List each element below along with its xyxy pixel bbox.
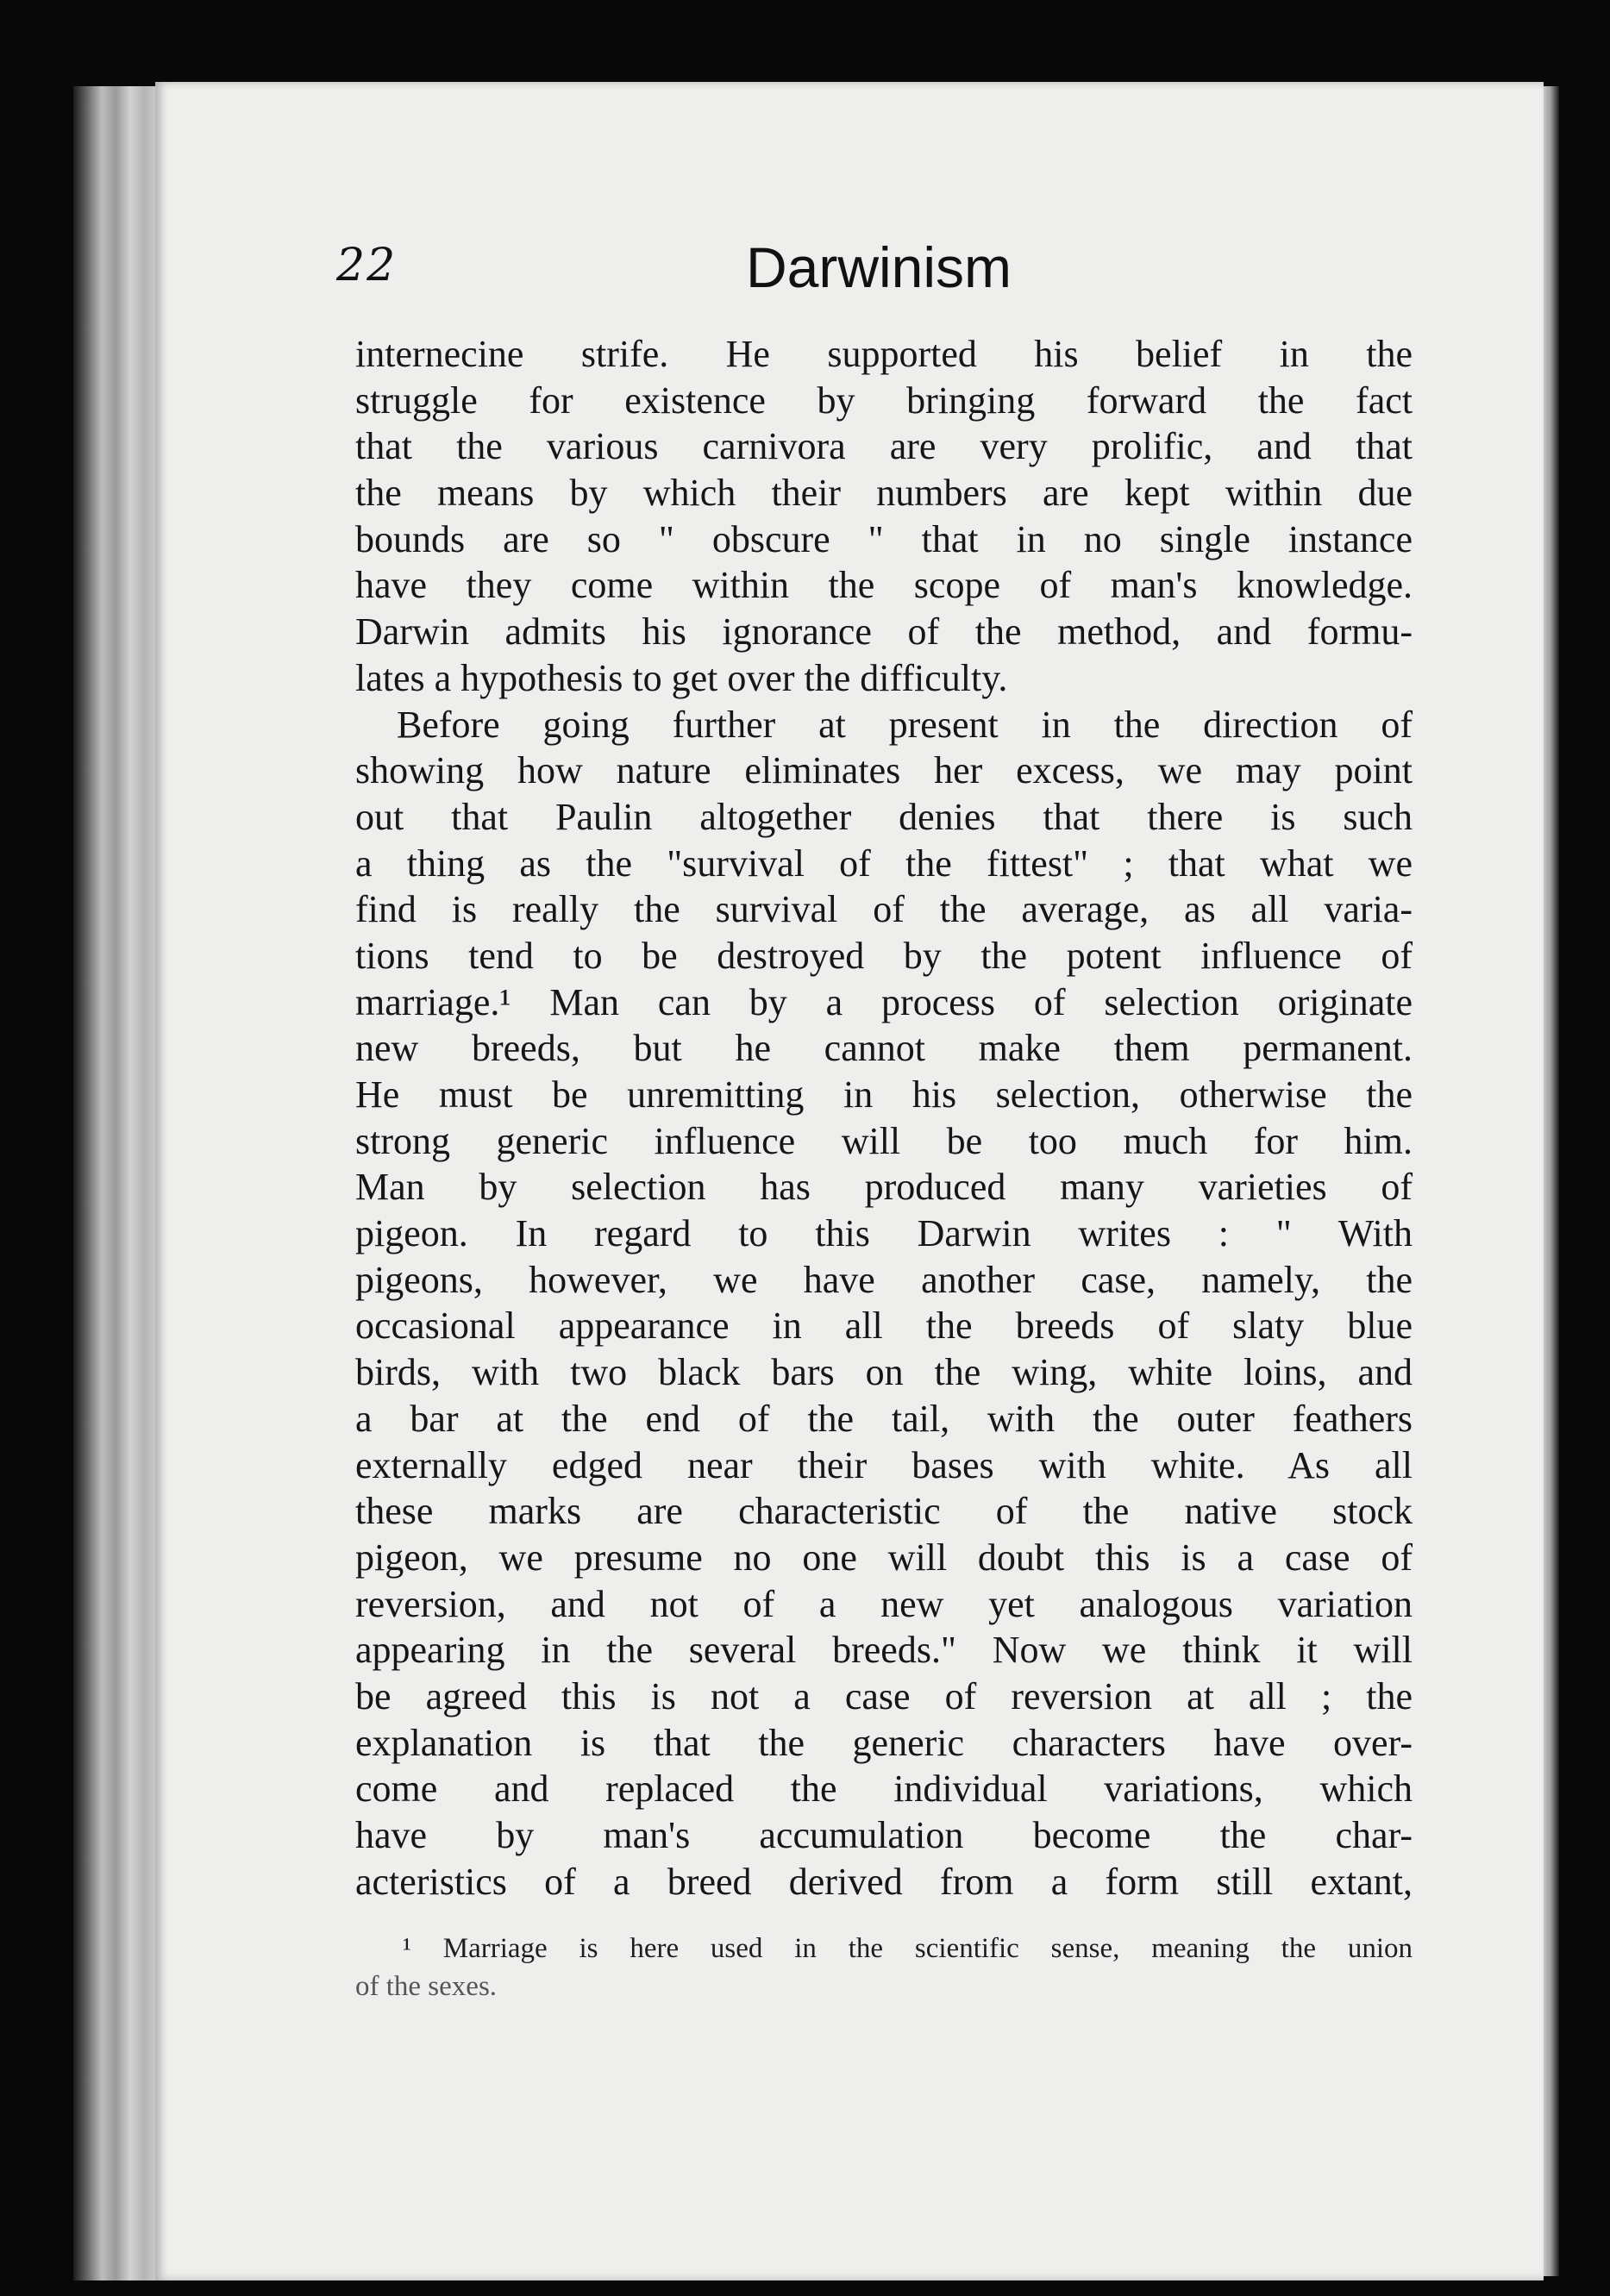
text-line: Darwin admits his ignorance of the method, and formu- (355, 610, 1413, 654)
text-line: pigeons, however, we have another case, namely, the (355, 1258, 1413, 1301)
text-line: out that Paulin altogether denies that there is such (355, 795, 1413, 838)
text-line: that the various carnivora are very prolific, and that (355, 425, 1413, 468)
text-line: Man by selection has produced many varieties of (355, 1166, 1413, 1209)
running-head (336, 235, 1414, 309)
text-line: come and replaced the individual variations, which (355, 1767, 1413, 1811)
footnote-line: of the sexes. (355, 1971, 498, 2002)
running-title: Darwinism (746, 235, 1012, 299)
body-text (355, 331, 1413, 1905)
page-right-edge (1542, 86, 1559, 2276)
text-line: showing how nature eliminates her excess, we may point (355, 749, 1413, 792)
text-line: new breeds, but he cannot make them permanent. (355, 1027, 1413, 1070)
text-line: pigeon. In regard to this Darwin writes : " With (355, 1212, 1413, 1255)
page-number: 22 (336, 240, 398, 291)
text-line: Before going further at present in the direction of (397, 703, 1413, 746)
text-line: pigeon, we presume no one will doubt this is a case of (355, 1536, 1413, 1579)
text-line: a thing as the "survival of the fittest" ; that what we (355, 841, 1413, 885)
text-line: birds, with two black bars on the wing, white loins, and (355, 1351, 1413, 1394)
text-line: internecine strife. He supported his belief in the (355, 333, 1413, 375)
text-line: marriage.¹ Man can by a process of selection originate (355, 980, 1413, 1023)
text-line: He must be unremitting in his selection, otherwise the (355, 1073, 1413, 1116)
text-line: a bar at the end of the tail, with the outer feathers (355, 1397, 1413, 1440)
text-line: the means by which their numbers are kept within due (355, 472, 1413, 515)
text-line: have they come within the scope of man's knowledge. (355, 564, 1413, 607)
footnote (355, 1930, 1413, 2005)
text-line: struggle for existence by bringing forward the fact (355, 378, 1413, 422)
footnote-line: ¹ Marriage is here used in the scientific sense, meaning the union (403, 1933, 1413, 1964)
text-line: tions tend to be destroyed by the potent influence of (355, 934, 1413, 977)
text-line: find is really the survival of the average, as all varia- (355, 888, 1413, 931)
text-line: bounds are so " obscure " that in no single instance (355, 517, 1413, 560)
text-line: lates a hypothesis to get over the difficulty. (355, 656, 1008, 699)
book-spine-edge (73, 86, 168, 2280)
text-line: reversion, and not of a new yet analogous variation (355, 1582, 1413, 1625)
text-line: occasional appearance in all the breeds of slaty blue (355, 1304, 1413, 1348)
text-line: acteristics of a breed derived from a form still extant, (355, 1860, 1413, 1903)
text-line: externally edged near their bases with white. As all (355, 1443, 1413, 1486)
text-line: appearing in the several breeds." Now we think it will (355, 1629, 1413, 1672)
text-line: explanation is that the generic characters have over- (355, 1721, 1413, 1764)
text-line: be agreed this is not a case of reversion at all ; the (355, 1674, 1413, 1717)
text-line: these marks are characteristic of the native stock (355, 1490, 1413, 1533)
text-line: strong generic influence will be too much for him. (355, 1119, 1413, 1162)
text-line: have by man's accumulation become the char- (355, 1814, 1413, 1856)
